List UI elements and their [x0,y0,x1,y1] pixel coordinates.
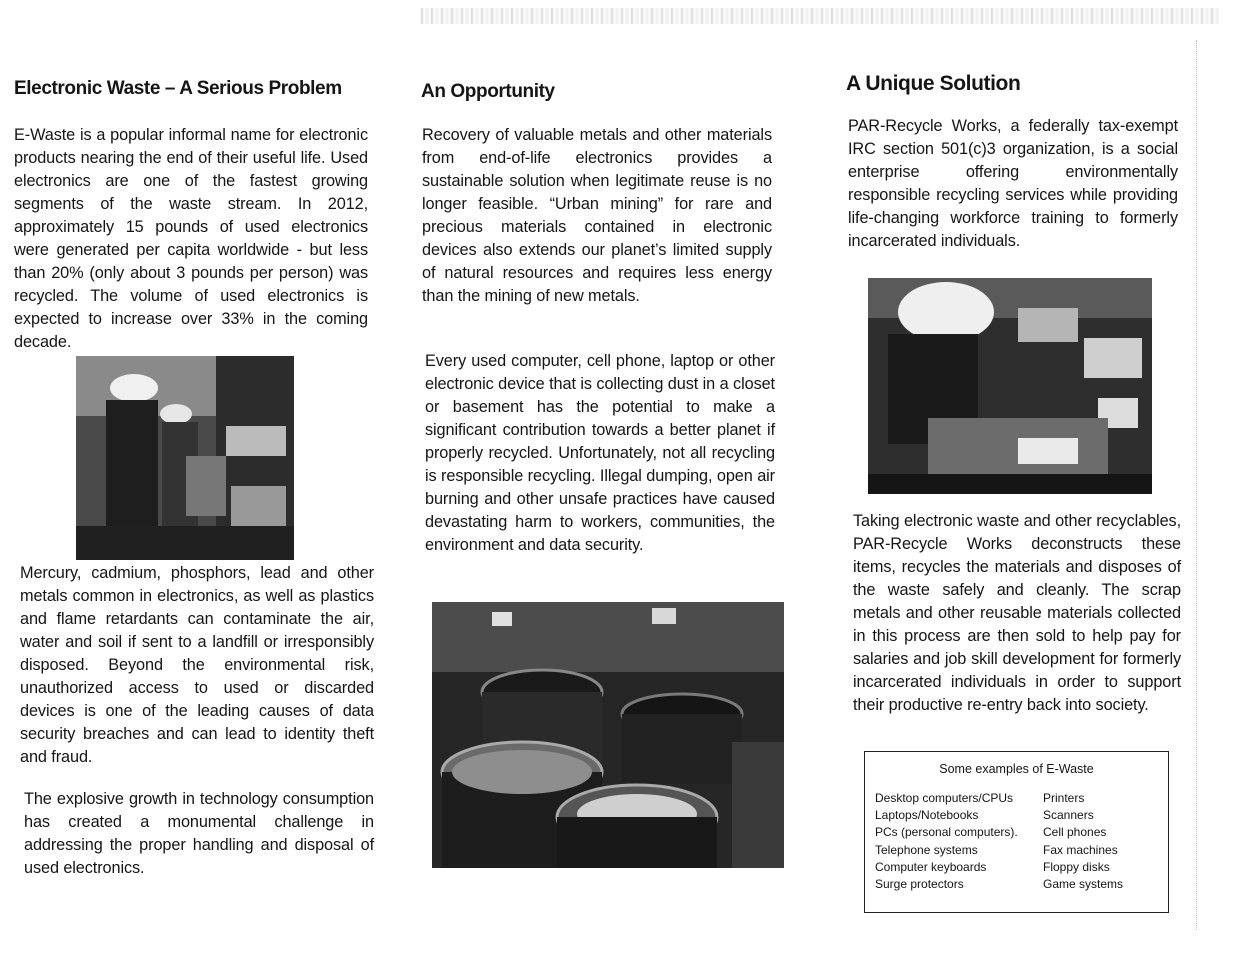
heading-solution: A Unique Solution [846,72,1021,95]
opportunity-paragraph-1: Recovery of valuable metals and other materials from end-of-life electronics provides a sustainable solution when legitimate reuse is no longer feasible. “Urban mining” for rare and precious materials contained in electronic devices also extends our planet’s limited supply of natural resources and requires less energy than the mining of new metals. [422,126,772,305]
heading-opportunity: An Opportunity [421,81,555,102]
solution-paragraph-2: Taking electronic waste and other recyclables, PAR-Recycle Works deconstructs these items, recycles the materials and disposes of the waste safely and cleanly. The scrap metals and other reusable materials collected in this process are then sold to help pay for salaries and job skill development for formerly incarcerated individuals in order to support their productive re-entry back into society. [853,512,1181,714]
heading-problem: Electronic Waste – A Serious Problem [14,78,342,99]
scan-noise-strip [420,8,1220,24]
examples-list-left [875,790,1018,893]
example-item: Telephone systems [875,842,978,857]
opportunity-paragraph-2: Every used computer, cell phone, laptop or other electronic device that is collecting dust in a closet or basement has the potential to make a significant contribution towards a better planet if properly recycled. Unfortunately, not all recycling is responsible recycling. Illegal dumping, open air burning and other unsafe practices have caused devastating harm to workers, communities, the environment and data security. [425,352,775,554]
example-item: Fax machines [1043,842,1118,857]
technician-disassembly-photo [868,278,1152,494]
example-item: Game systems [1043,877,1124,892]
example-item: Laptops/Notebooks [875,808,979,823]
problem-paragraph-3: The explosive growth in technology consumption has created a monumental challenge in addressing the proper handling and disposal of used electronics. [24,790,374,877]
example-item: Scanners [1043,808,1094,823]
problem-paragraph-2: Mercury, cadmium, phosphors, lead and other metals common in electronics, as well as plastics and flame retardants can contaminate the air, water and soil if sent to a landfill or irresponsibly disposed. Beyond the environmental risk, unauthorized access to used or discarded devices is one of the leading causes of data security breaches and can lead to identity theft and fraud. [20,564,374,766]
example-item: Printers [1043,791,1085,805]
solution-paragraph-1: PAR-Recycle Works, a federally tax-exempt IRC section 501(c)3 organization, is a social enterprise offering environmentally responsible recycling services while providing life-changing workforce training to formerly incarcerated individuals. [848,117,1178,250]
examples-list-right [1043,790,1123,893]
example-item: Computer keyboards [875,859,987,874]
fold-line [1196,40,1197,930]
examples-title: Some examples of E-Waste [939,762,1094,776]
example-item: Surge protectors [875,877,964,892]
example-item: Desktop computers/CPUs [875,791,1014,805]
example-item: Floppy disks [1043,859,1110,874]
workers-sorting-photo [76,356,294,560]
example-item: Cell phones [1043,825,1107,840]
ewaste-examples-box [864,751,1169,913]
recycling-bins-photo [432,602,784,868]
problem-paragraph-1: E-Waste is a popular informal name for electronic products nearing the end of their useful life. Used electronics are one of the fastest growing segments of the waste stream. In 2012, approximately 15 pounds of used electronics were generated per capita worldwide - but less than 20% (only about 3 pounds per person) was recycled. The volume of used electronics is expected to increase over 33% in the coming decade. [14,126,368,351]
example-item: PCs (personal computers). [875,825,1018,840]
